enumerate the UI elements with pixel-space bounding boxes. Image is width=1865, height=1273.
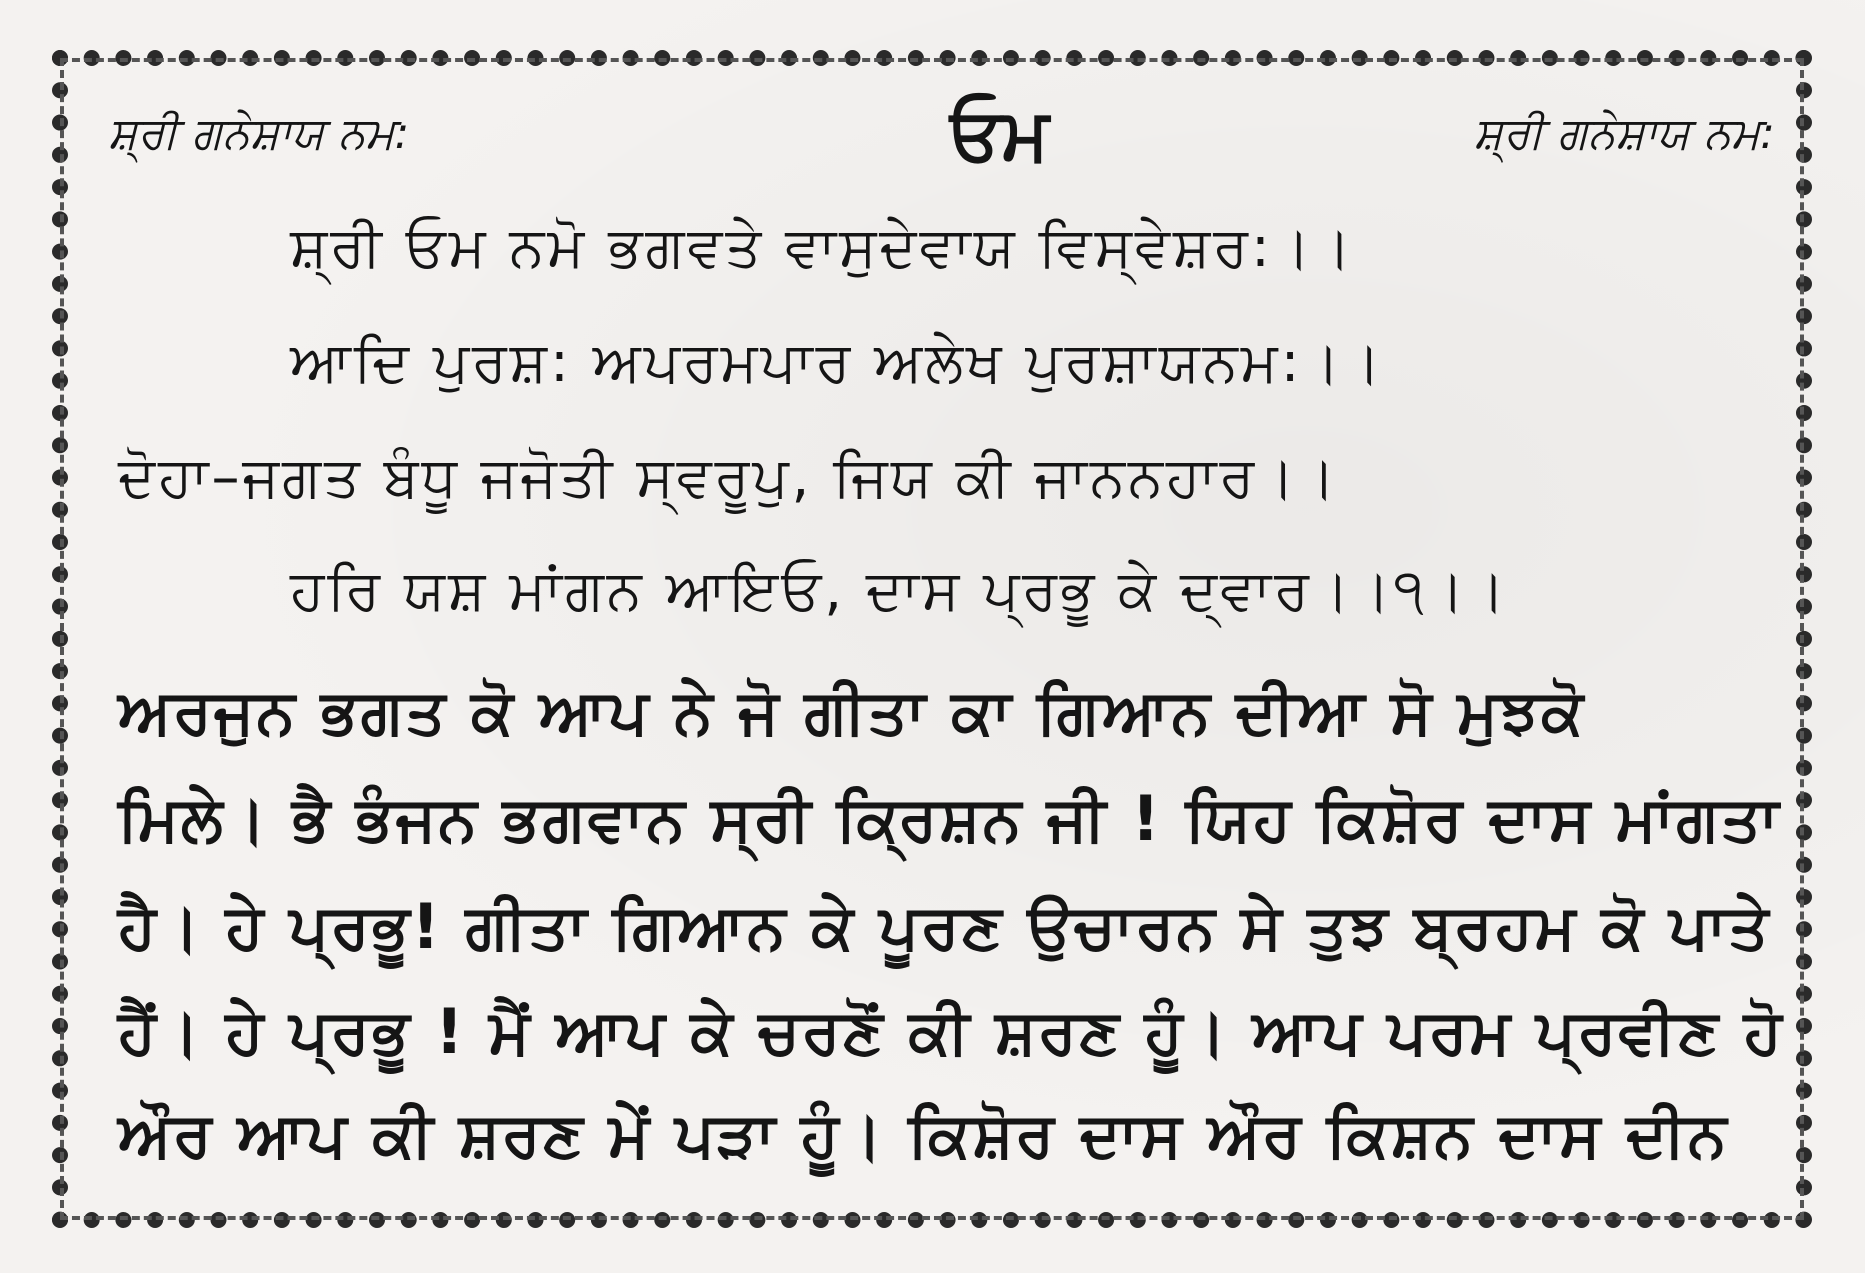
title-om: ਓਮ: [950, 92, 1049, 176]
verse-line-3: ਦੋਹਾ–ਜਗਤ ਬੰਧੂ ਜਜੋਤੀ ਸ੍ਵਰੂਪੁ, ਜਿਯ ਕੀ ਜਾਨਨਹਾਰ।।: [118, 445, 1339, 510]
invocation-left: ਸ਼੍ਰੀ ਗਨੇਸ਼ਾਯ ਨਮ:: [108, 108, 410, 159]
invocation-right: ਸ਼੍ਰੀ ਗਨੇਸ਼ਾਯ ਨਮ:: [1473, 108, 1775, 159]
verse-line-2: ਆਦਿ ਪੁਰਸ਼: ਅਪਰਮਪਾਰ ਅਲੇਖ ਪੁਰਸ਼ਾਯਨਮ:।।: [290, 330, 1384, 395]
verse-line-1: ਸ਼੍ਰੀ ਓਮ ਨਮੋ ਭਗਵਤੇ ਵਾਸੁਦੇਵਾਯ ਵਿਸ੍ਵੇਸ਼ਰ:।।: [290, 215, 1355, 280]
prose-line-1: ਅਰਜੁਨ ਭਗਤ ਕੋ ਆਪ ਨੇ ਜੋ ਗੀਤਾ ਕਾ ਗਿਆਨ ਦੀਆ ਸੋ ਮੁਝਕੋ: [118, 675, 1586, 748]
prose-line-5: ਔਰ ਆਪ ਕੀ ਸ਼ਰਣ ਮੇਂ ਪੜਾ ਹੂੰ। ਕਿਸ਼ੋਰ ਦਾਸ ਔਰ ਕਿਸ਼ਨ ਦਾਸ ਦੀਨ: [118, 1098, 1729, 1171]
prose-line-4: ਹੈਂ। ਹੇ ਪ੍ਰਭੂ ! ਮੈਂ ਆਪ ਕੇ ਚਰਣੋਂ ਕੀ ਸ਼ਰਣ ਹੂੰ। ਆਪ ਪਰਮ ਪ੍ਰਵੀਣ ਹੋ: [118, 995, 1784, 1068]
prose-line-2: ਮਿਲੇ। ਭੈ ਭੰਜਨ ਭਗਵਾਨ ਸ੍ਰੀ ਕ੍ਰਿਸ਼ਨ ਜੀ ! ਯਿਹ ਕਿਸ਼ੋਰ ਦਾਸ ਮਾਂਗਤਾ: [118, 782, 1781, 855]
prose-line-3: ਹੈ। ਹੇ ਪ੍ਰਭੂ! ਗੀਤਾ ਗਿਆਨ ਕੇ ਪੂਰਣ ਉਚਾਰਨ ਸੇ ਤੁਝ ਬ੍ਰਹਮ ਕੋ ਪਾਤੇ: [118, 890, 1771, 963]
verse-line-4: ਹਰਿ ਯਸ਼ ਮਾਂਗਨ ਆਇਓ, ਦਾਸ ਪ੍ਰਭੂ ਕੇ ਦ੍ਵਾਰ।।੧।।: [290, 558, 1509, 623]
